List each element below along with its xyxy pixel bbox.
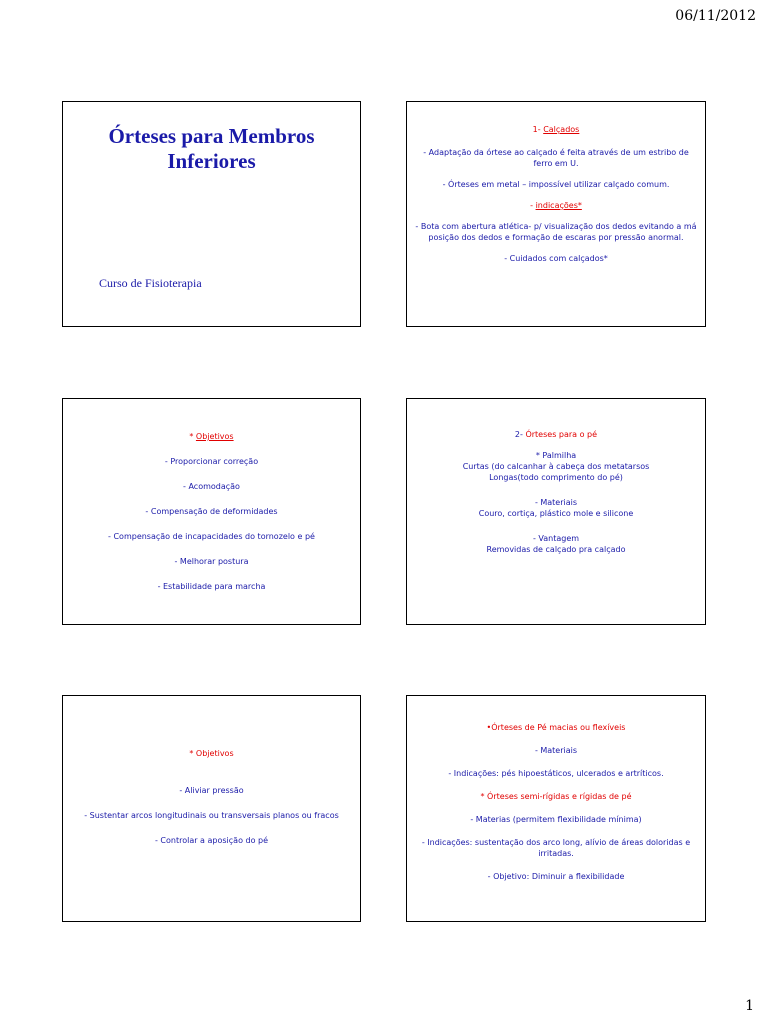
list-item: - Aliviar pressão [179, 786, 244, 795]
list-item: - Acomodação [183, 482, 240, 491]
slide-4 [406, 398, 706, 625]
slide-3-content [71, 431, 352, 592]
slide-paragraph: * Palmilha [535, 451, 577, 460]
slide-paragraph: Longas(todo comprimento do pé) [489, 473, 623, 482]
slide-6-content [415, 722, 697, 882]
slide-1 [62, 101, 361, 327]
slide-title [63, 124, 360, 174]
slide-paragraph: - Adaptação da órtese ao calçado é feita através de um estribo de ferro em U. [423, 148, 689, 168]
slide-heading: * Objetivos [189, 749, 234, 758]
slide-paragraph: - Órteses em metal – impossível utilizar calçado comum. [442, 180, 670, 189]
slide-5-content [71, 748, 352, 846]
slide-heading: * Objetivos [189, 432, 234, 441]
list-item: - Proporcionar correção [164, 457, 259, 466]
slide-2-content [415, 124, 697, 264]
slide-title-line-1: Órteses para Membros [108, 124, 315, 148]
slide-heading: 2- Órteses para o pé [514, 430, 598, 439]
list-item: - Compensação de incapacidades do tornozelo e pé [108, 532, 315, 541]
slide-paragraph: - Materiais [534, 746, 578, 755]
slide-paragraph: Removidas de calçado pra calçado [486, 545, 626, 554]
slide-subheading: - indicações* [530, 201, 582, 210]
page-number: 1 [745, 998, 754, 1014]
list-item: - Sustentar arcos longitudinais ou transversais planos ou fracos [84, 811, 339, 820]
slide-6 [406, 695, 706, 922]
slide-paragraph: Couro, cortiça, plástico mole e silicone [478, 509, 634, 518]
slide-heading: •Órteses de Pé macias ou flexíveis [486, 723, 626, 732]
slide-3 [62, 398, 361, 625]
slide-heading: 1- Calçados [532, 125, 580, 134]
slide-paragraph: - Cuidados com calçados* [504, 254, 608, 263]
list-item: - Melhorar postura [174, 557, 249, 566]
slide-paragraph: - Indicações: sustentação dos arco long, alívio de áreas doloridas e irritadas. [421, 838, 691, 858]
list-item: - Compensação de deformidades [145, 507, 278, 516]
slide-subtitle: Curso de Fisioterapia [99, 276, 202, 290]
page-date: 06/11/2012 [675, 8, 756, 24]
slide-5 [62, 695, 361, 922]
slide-paragraph: - Indicações: pés hipoestáticos, ulcerados e artríticos. [448, 769, 664, 778]
slide-subheading: * Órteses semi-rígidas e rígidas de pé [480, 792, 632, 801]
slide-paragraph: - Objetivo: Diminuir a flexibilidade [487, 872, 625, 881]
slide-paragraph: Curtas (do calcanhar à cabeça dos metatarsos [462, 462, 650, 471]
slide-paragraph: - Bota com abertura atlética- p/ visualização dos dedos evitando a má posição dos dedos e formação de escaras por pressão anormal. [415, 222, 697, 242]
slide-4-content [415, 429, 697, 555]
slide-title-line-2: Inferiores [167, 149, 256, 173]
slide-paragraph: - Materiais [534, 498, 578, 507]
slide-2 [406, 101, 706, 327]
slide-paragraph: - Vantagem [532, 534, 580, 543]
list-item: - Estabilidade para marcha [157, 582, 266, 591]
list-item: - Controlar a aposição do pé [154, 836, 269, 845]
slide-paragraph: - Materias (permitem flexibilidade mínima) [470, 815, 642, 824]
